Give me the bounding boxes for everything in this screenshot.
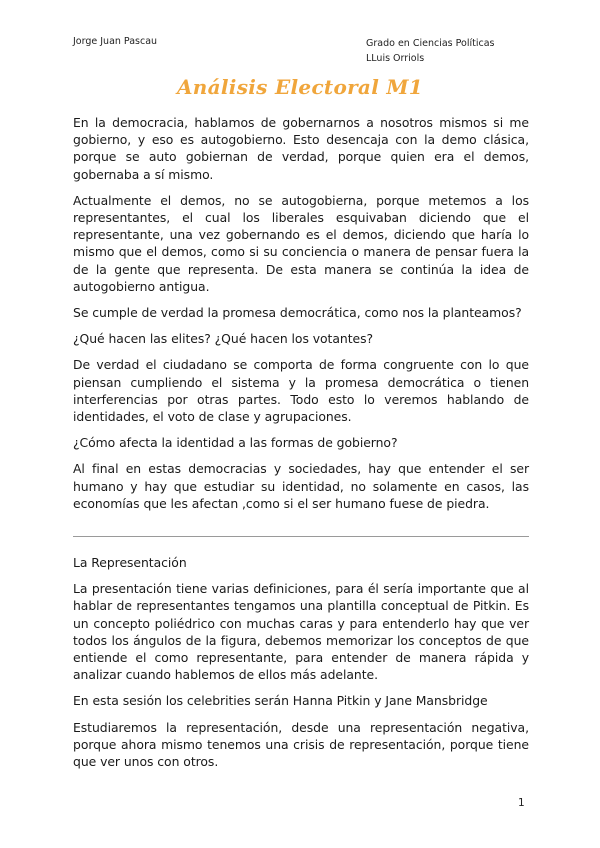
paragraph-human-identity: Al final en estas democracias y sociedades, hay que entender el ser humano y hay que estudiar su identidad, no solamente en casos, las economías que les afectan ,como si el ser humano fuese de piedra. <box>73 461 529 511</box>
section-divider <box>73 536 529 537</box>
paragraph-pitkin: La presentación tiene varias definiciones, para él sería importante que al hablar de representantes tengamos una plantilla conceptual de Pitkin. Es un concepto poliédrico con muchas caras y para entenderlo hay que ver todos los ángulos de la figura, debemos memorizar los conceptos de que entiende el como representante, para entender de manera rápida y analizar cuando hablemos de ellos más adelante. <box>73 581 529 683</box>
paragraph-question-elites: ¿Qué hacen las elites? ¿Qué hacen los votantes? <box>73 331 374 347</box>
course-info <box>366 36 494 66</box>
paragraph-democracy: En la democracia, hablamos de gobernarnos a nosotros mismos si me gobierno, y eso es autogobierno. Esto desencaja con la demo clásica, porque se auto gobiernan de verdad, porque quien era el demos, gobernaba a sí mismo. <box>73 115 529 182</box>
professor-name: LLuis Orriols <box>366 53 425 64</box>
paragraph-negative-representation: Estudiaremos la representación, desde una representación negativa, porque ahora mismo tenemos una crisis de representación, porque tiene que ver unos con otros. <box>73 719 529 770</box>
paragraph-question-identity: ¿Cómo afecta la identidad a las formas de gobierno? <box>73 435 398 451</box>
paragraph-citizen: De verdad el ciudadano se comporta de forma congruente con lo que piensan cumpliendo el sistema y la promesa democrática o tienen interferencias por otras partes. Todo esto lo veremos hablando de identidades, el voto de clase y agrupaciones. <box>73 357 529 425</box>
paragraph-celebrities: En esta sesión los celebrities serán Hanna Pitkin y Jane Mansbridge <box>73 693 488 709</box>
document-body <box>73 114 529 779</box>
degree-program: Grado en Ciencias Políticas <box>366 38 495 49</box>
author-name: Jorge Juan Pascau <box>73 36 158 47</box>
paragraph-demos: Actualmente el demos, no se autogobierna, porque metemos a los representantes, el cual los liberales esquivaban diciendo que el representante, una vez gobernando es el demos, diciendo que haría lo mismo que el demos, como si su conciencia o manera de pensar fuera la de la gente que representa. De esta manera se continúa la idea de autogobierno antigua. <box>73 192 529 294</box>
page-header <box>73 36 527 68</box>
page-number: 1 <box>518 797 525 809</box>
paragraph-question-promise: Se cumple de verdad la promesa democrática, como nos la planteamos? <box>73 305 522 321</box>
document-title: Análisis Electoral M1 <box>176 75 424 99</box>
section-heading-representation: La Representación <box>73 555 187 571</box>
